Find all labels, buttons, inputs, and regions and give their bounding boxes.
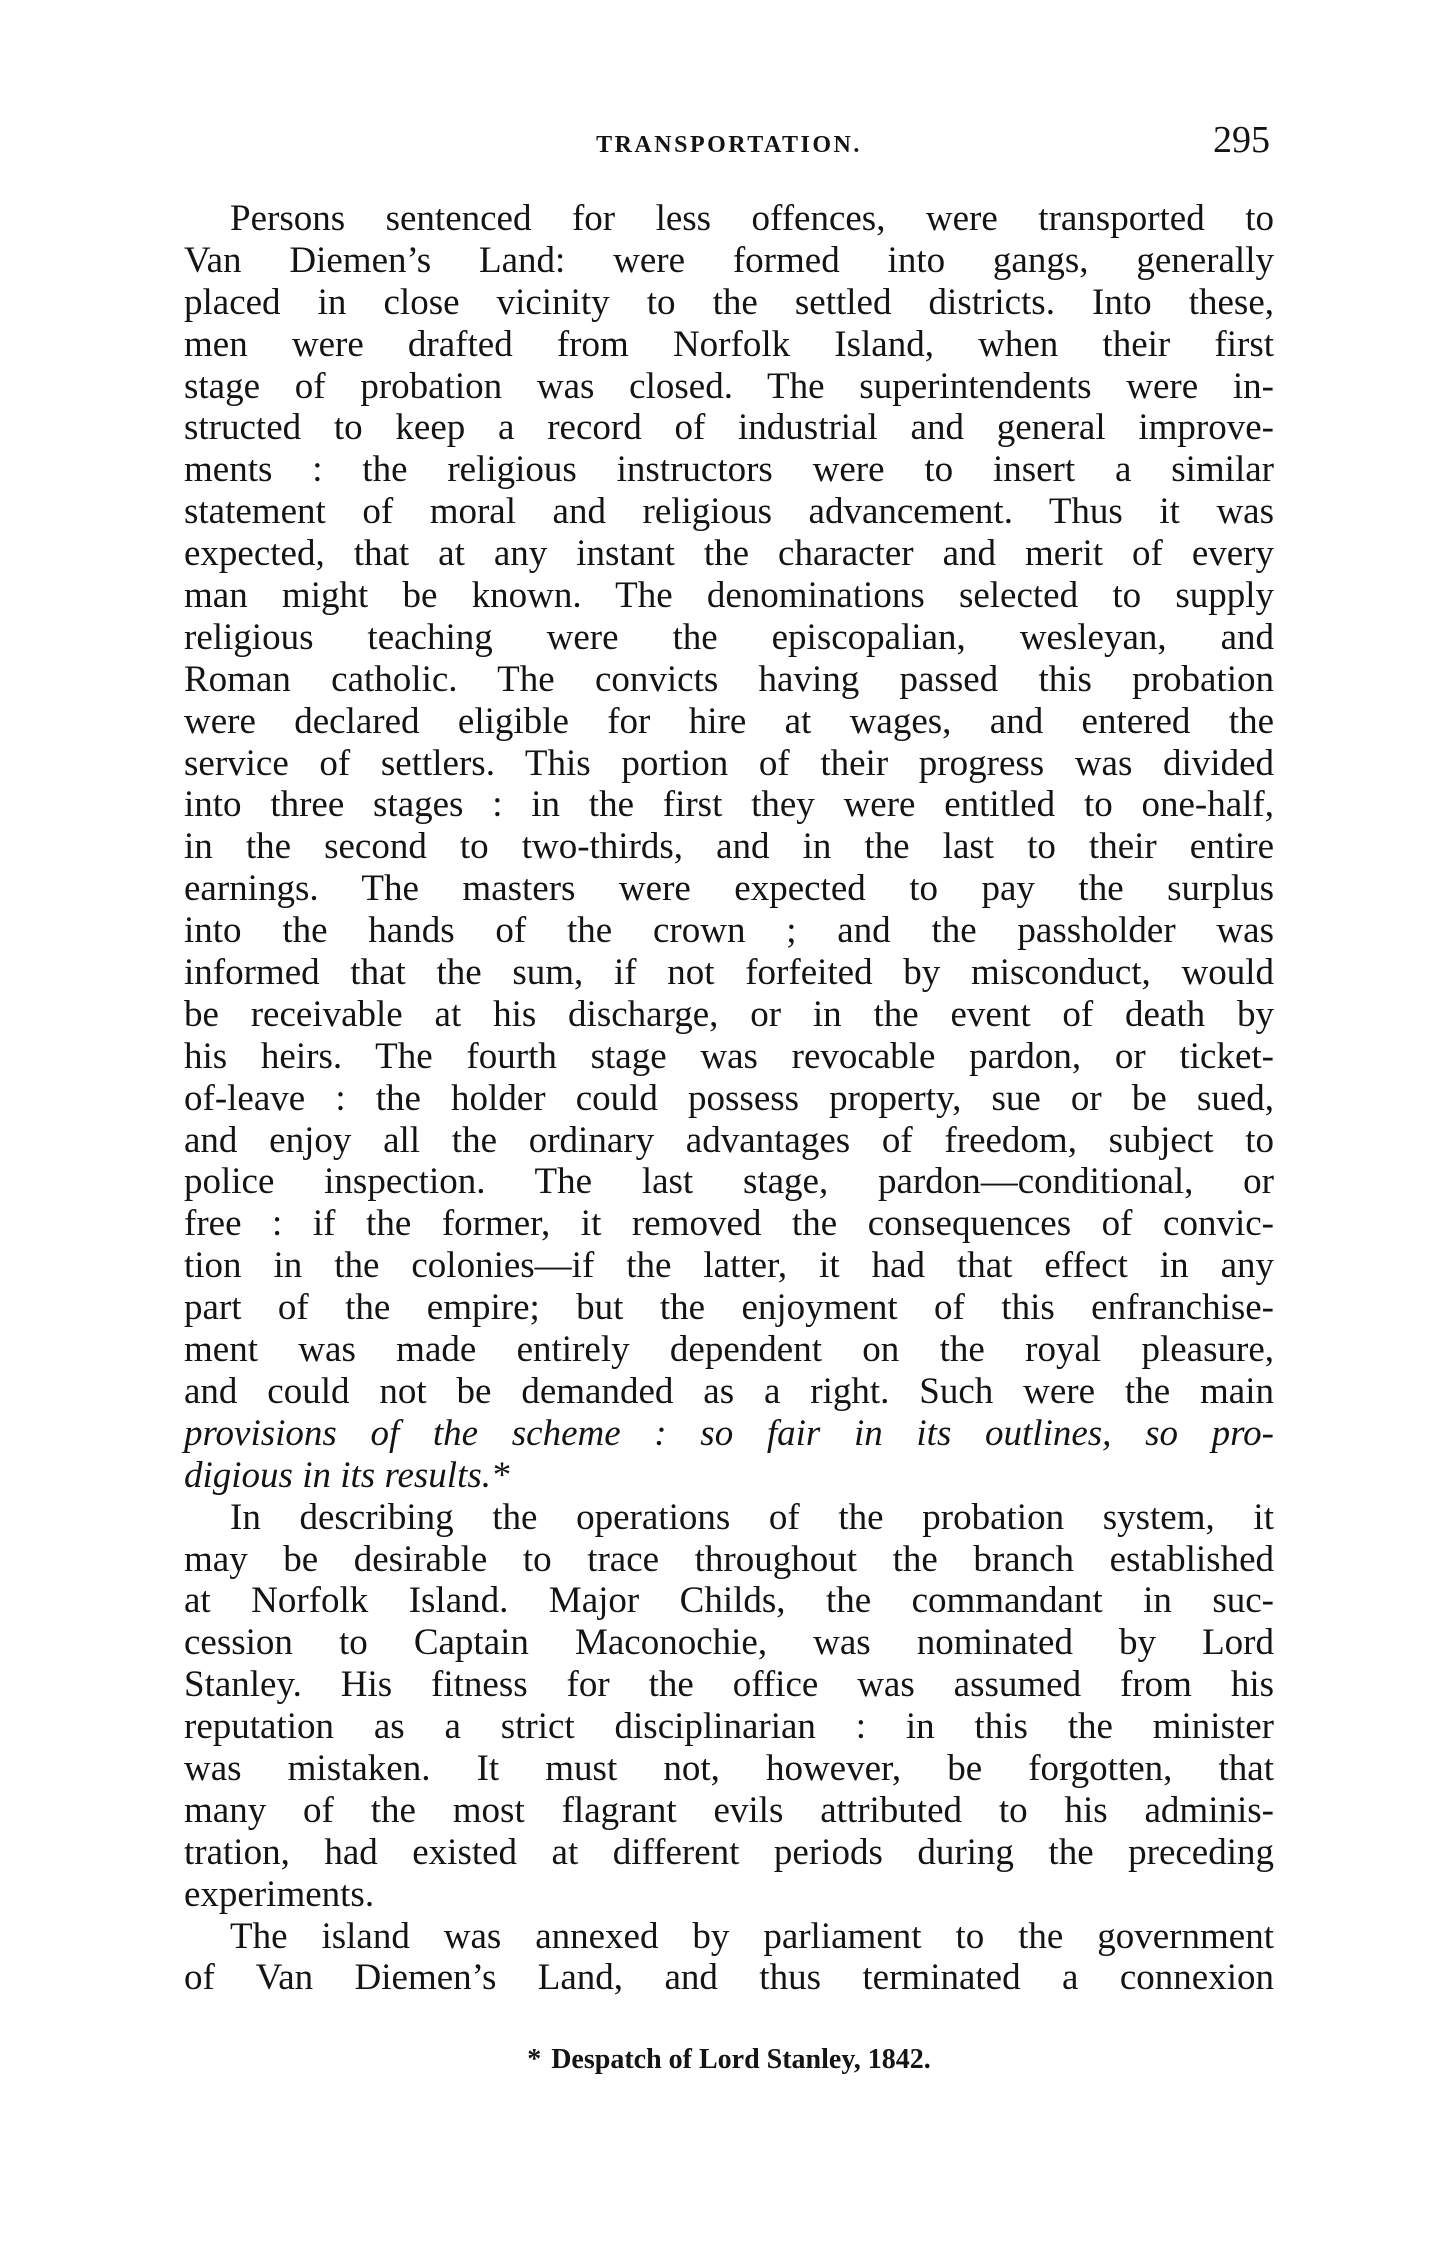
text-line: earnings. The masters were expected to pay the surplus [184,868,1274,910]
text-line: many of the most flagrant evils attributed to his adminis- [184,1789,1274,1831]
text-line: police inspection. The last stage, pardon—conditional, or [184,1161,1274,1203]
text-line: Roman catholic. The convicts having passed this probation [184,658,1274,700]
text-line: in the second to two-thirds, and in the last to their entire [184,826,1274,868]
text-line: Stanley. His fitness for the office was assumed from his [184,1664,1274,1706]
text-line: men were drafted from Norfolk Island, when their first [184,323,1274,365]
text-line: reputation as a strict disciplinarian : in this the minister [184,1706,1274,1748]
text-line: cession to Captain Maconochie, was nominated by Lord [184,1622,1274,1664]
text-line: expected, that at any instant the character and merit of every [184,533,1274,575]
text-line: Persons sentenced for less offences, were transported to [230,198,1274,239]
footnote [184,2044,1274,2076]
text-line: free : if the former, it removed the consequences of convic- [184,1203,1274,1245]
text-line: stage of probation was closed. The superintendents were in- [184,365,1274,407]
text-line: digious in its results.* [184,1454,510,1496]
text-line: Van Diemen’s Land: were formed into gangs, generally [184,239,1274,281]
text-line: into the hands of the crown ; and the passholder was [184,910,1274,952]
text-line: provisions of the scheme : so fair in its outlines, so pro- [184,1412,1274,1454]
footnote-text: Despatch of Lord Stanley, 1842. [551,2044,931,2075]
footnote-marker: * [527,2044,542,2075]
text-line: his heirs. The fourth stage was revocable pardon, or ticket- [184,1035,1274,1077]
text-line: may be desirable to trace throughout the branch established [184,1538,1274,1580]
text-line: religious teaching were the episcopalian, wesleyan, and [184,616,1274,658]
body-text [184,198,1274,1999]
text-line: of-leave : the holder could possess property, sue or be sued, [184,1077,1274,1119]
text-line: In describing the operations of the probation system, it [230,1496,1274,1538]
text-line: experiments. [184,1873,375,1915]
text-line: were declared eligible for hire at wages, and entered the [184,700,1274,742]
text-line: The island was annexed by parliament to the government [230,1915,1274,1957]
text-line: informed that the sum, if not forfeited by misconduct, would [184,952,1274,994]
text-line: ment was made entirely dependent on the royal pleasure, [184,1329,1274,1371]
text-line: ments : the religious instructors were to insert a similar [184,449,1274,491]
text-line: into three stages : in the first they were entitled to one-half, [184,784,1274,826]
page-header [184,118,1274,172]
text-line: statement of moral and religious advancement. Thus it was [184,491,1274,533]
text-line: part of the empire; but the enjoyment of this enfranchise- [184,1287,1274,1329]
text-line: and could not be demanded as a right. Such were the main [184,1370,1274,1412]
text-line: at Norfolk Island. Major Childs, the commandant in suc- [184,1580,1274,1622]
text-line: tion in the colonies—if the latter, it had that effect in any [184,1245,1274,1287]
text-line: of Van Diemen’s Land, and thus terminated a connexion [184,1957,1274,1999]
running-title: TRANSPORTATION. [596,132,862,158]
text-line: be receivable at his discharge, or in the event of death by [184,993,1274,1035]
text-line: was mistaken. It must not, however, be forgotten, that [184,1747,1274,1789]
text-line: tration, had existed at different periods during the preceding [184,1831,1274,1873]
text-line: structed to keep a record of industrial and general improve- [184,407,1274,449]
text-line: man might be known. The denominations selected to supply [184,575,1274,617]
text-line: placed in close vicinity to the settled districts. Into these, [184,281,1274,323]
page-number: 295 [1213,119,1270,161]
text-line: and enjoy all the ordinary advantages of freedom, subject to [184,1119,1274,1161]
text-line: service of settlers. This portion of their progress was divided [184,742,1274,784]
